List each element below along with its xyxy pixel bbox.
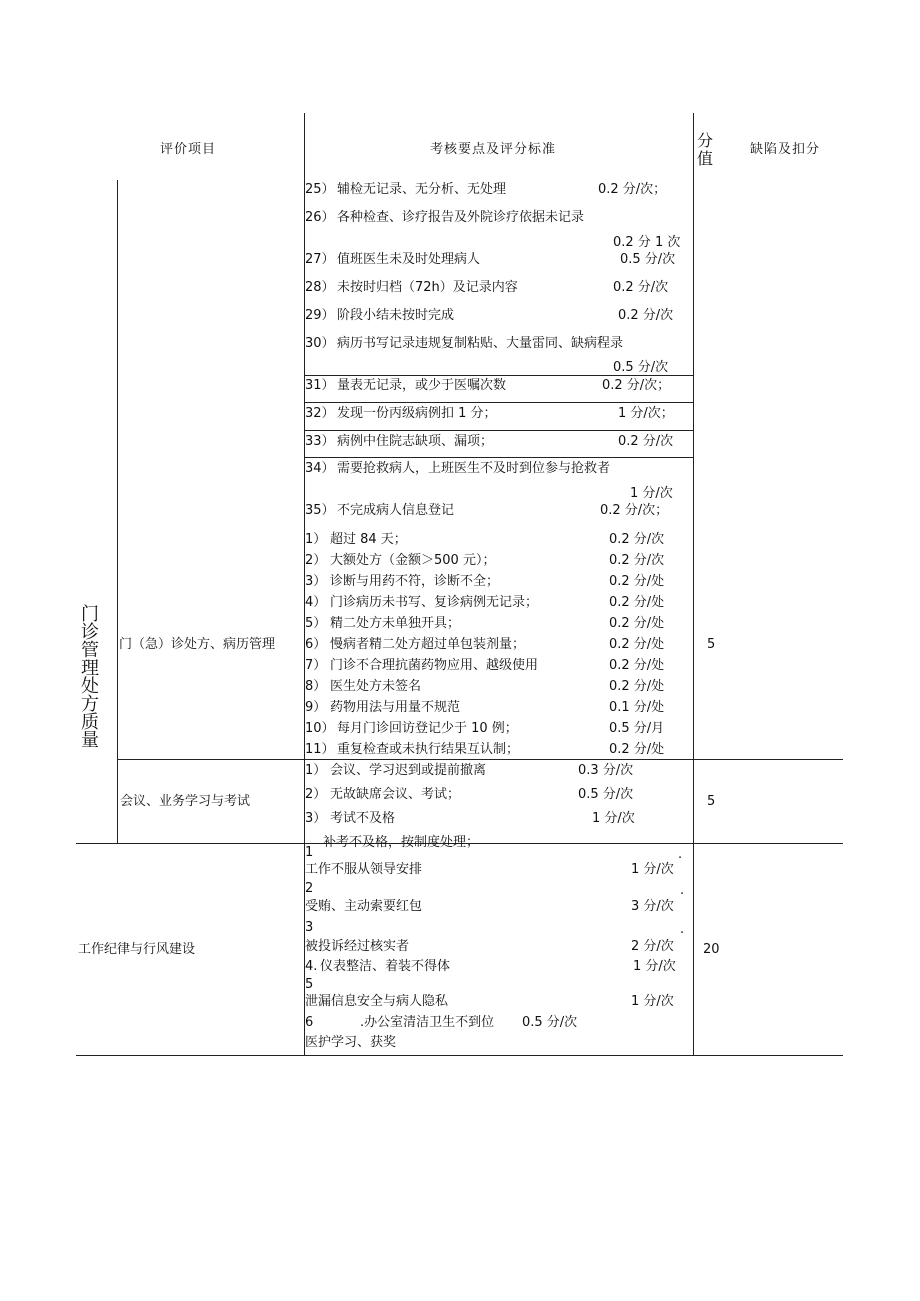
dot-mark: . (680, 922, 685, 937)
list-item-text: 精二处方未单独开具； (330, 616, 461, 631)
list-item-num: 3 (305, 920, 314, 935)
list-item-text: 工作不服从领导安排 (305, 862, 423, 877)
list-item-score: 1 分/次 (592, 811, 635, 826)
list-item-score: 1 分/次 (633, 959, 676, 974)
list-item-score: 0.2 分/次 (618, 434, 674, 449)
list-item-num: 25） (305, 182, 335, 197)
list-item-score: 0.5 分/次 (522, 1015, 578, 1030)
list-item-num: 2） (305, 553, 327, 568)
list-item-score: 0.2 分 1 次 (613, 235, 681, 250)
list-item-score: 0.5 分/次 (578, 787, 634, 802)
list-item-num: 33） (305, 434, 335, 449)
list-item-num: 32） (305, 406, 335, 421)
list-item-text: 发现一份丙级病例扣 1 分； (337, 406, 497, 421)
list-item-score: 1 分/次 (631, 994, 674, 1009)
list-item-num: 4. (305, 959, 318, 974)
list-item-num: 30） (305, 336, 335, 351)
list-item-text: 药物用法与用量不规范 (330, 700, 461, 715)
list-item-score: 0.2 分/次 (613, 280, 669, 295)
vline-score-left (693, 113, 694, 1055)
list-item-score: 0.2 分/次； (600, 503, 669, 518)
list-item-score: 0.5 分/次 (620, 252, 676, 267)
list-item-num: 29） (305, 308, 335, 323)
list-item-text: 诊断与用药不符，诊断不全； (330, 574, 500, 589)
list-item-text: 仪表整洁、着装不得体 (320, 959, 451, 974)
list-item-score: 1 分/次 (630, 486, 673, 501)
list-item-text: 无故缺席会议、考试； (330, 787, 461, 802)
list-item-score: 0.2 分/处 (609, 616, 665, 631)
list-item-num: 3） (305, 811, 327, 826)
list-item-text: 超过 84 天； (330, 532, 407, 547)
list-item-text: 医护学习、获奖 (305, 1035, 397, 1050)
list-item-score: 0.3 分/次 (578, 763, 634, 778)
list-item-score: 0.2 分/处 (609, 595, 665, 610)
list-item-text: 泄漏信息安全与病人隐私 (305, 994, 449, 1009)
list-item-text: 病历书写记录违规复制粘贴、大量雷同、缺病程录 (337, 336, 624, 351)
list-item-num: 5） (305, 616, 327, 631)
list-item-score: 0.2 分/处 (609, 679, 665, 694)
hline-row-33 (304, 430, 693, 431)
list-item-num: 27） (305, 252, 335, 267)
hline-row-34 (304, 457, 693, 458)
list-item-text: 补考不及格，按制度处理； (323, 835, 480, 850)
list-item-text: 需要抢救病人，上班医生不及时到位参与抢救者 (337, 461, 611, 476)
list-item-num: 31） (305, 378, 335, 393)
header-criteria: 考核要点及评分标准 (430, 142, 557, 157)
clipped-line-wrapper (305, 832, 693, 850)
score-meeting: 5 (707, 794, 716, 809)
list-item-score: 0.2 分/处 (609, 637, 665, 652)
list-item-text: 慢病者精二处方超过单包装剂量； (330, 637, 526, 652)
list-item-num: 1） (305, 763, 327, 778)
list-item-score: 0.2 分/处 (609, 658, 665, 673)
list-item-text: 门诊病历未书写、复诊病例无记录； (330, 595, 539, 610)
list-item-num: 2） (305, 787, 327, 802)
list-item-num: 35） (305, 503, 335, 518)
list-item-text: 门诊不合理抗菌药物应用、越级使用 (330, 658, 539, 673)
list-item-num: 6） (305, 637, 327, 652)
list-item-text: .办公室清洁卫生不到位 (360, 1015, 495, 1030)
list-item-num: 8） (305, 679, 327, 694)
header-deduction: 缺陷及扣分 (750, 142, 821, 157)
list-item-score: 0.2 分/次； (598, 182, 667, 197)
list-item-text: 考试不及格 (330, 811, 396, 826)
list-item-text: 受贿、主动索要红包 (305, 899, 423, 914)
list-item-text: 辅检无记录、无分析、无处理 (337, 182, 507, 197)
score-discipline: 20 (703, 942, 720, 957)
list-item-text: 大额处方（金额＞500 元）； (330, 553, 496, 568)
list-item-text: 各种检查、诊疗报告及外院诊疗依据未记录 (337, 210, 585, 225)
list-item-text: 未按时归档（72h）及记录内容 (337, 280, 518, 295)
list-item-num: 6 (305, 1015, 314, 1030)
hline-table-bottom (76, 1055, 843, 1056)
list-item-text: 不完成病人信息登记 (337, 503, 455, 518)
list-item-text: 会议、学习迟到或提前撤离 (330, 763, 487, 778)
list-item-text: 值班医生未及时处理病人 (337, 252, 481, 267)
list-item-num: 2 (305, 881, 314, 896)
list-item-score: 0.2 分/次 (609, 532, 665, 547)
list-item-score: 0.2 分/次 (618, 308, 674, 323)
list-item-text: 病例中住院志缺项、漏项； (337, 434, 494, 449)
list-item-score: 1 分/次 (631, 862, 674, 877)
header-score-bottom: 值 (697, 149, 714, 168)
list-item-score: 0.5 分/次 (613, 360, 669, 375)
list-item-num: 9） (305, 700, 327, 715)
list-item-num: 3） (305, 574, 327, 589)
list-item-score: 3 分/次 (631, 899, 674, 914)
list-item-num: 5 (305, 977, 314, 992)
list-item-score: 0.2 分/处 (609, 742, 665, 757)
list-item-text: 被投诉经过核实者 (305, 939, 410, 954)
list-item-text: 每月门诊回访登记少于 10 例； (337, 721, 518, 736)
list-item-num: 28） (305, 280, 335, 295)
list-item-num: 7） (305, 658, 327, 673)
subcategory-outpatient-prescription: 门（急）诊处方、病历管理 (119, 637, 276, 652)
list-item-text: 医生处方未签名 (330, 679, 422, 694)
score-outpatient: 5 (707, 637, 716, 652)
dot-mark: . (680, 883, 685, 898)
list-item-num: 26） (305, 210, 335, 225)
list-item-score: 0.2 分/次 (609, 553, 665, 568)
list-item-num: 11） (305, 742, 335, 757)
subcategory-meeting-study-exam: 会议、业务学习与考试 (120, 794, 251, 809)
list-item-num: 1 (305, 845, 314, 860)
list-item-text: 量表无记录，或少于医嘱次数 (337, 378, 507, 393)
list-item-num: 10） (305, 721, 335, 736)
category-outpatient-quality: 门诊管理处方质量 (81, 604, 99, 751)
hline-meeting-top (117, 759, 843, 760)
header-score-top: 分 (697, 131, 714, 150)
list-item-num: 4） (305, 595, 327, 610)
list-item-score: 1 分/次； (618, 406, 674, 421)
list-item-num: 1） (305, 532, 327, 547)
vline-category-left (117, 180, 118, 843)
list-item-text: 重复检查或未执行结果互认制； (337, 742, 520, 757)
list-item-score: 0.1 分/处 (609, 700, 665, 715)
list-item-score: 2 分/次 (631, 939, 674, 954)
list-item-num: 34） (305, 461, 335, 476)
subcategory-discipline: 工作纪律与行风建设 (78, 942, 196, 957)
header-evaluation-item: 评价项目 (160, 142, 217, 157)
dot-mark: . (678, 847, 683, 862)
hline-row-32 (304, 402, 693, 403)
list-item-score: 0.2 分/次； (602, 378, 671, 393)
list-item-text: 阶段小结未按时完成 (337, 308, 455, 323)
list-item-score: 0.5 分/月 (609, 721, 665, 736)
list-item-score: 0.2 分/处 (609, 574, 665, 589)
